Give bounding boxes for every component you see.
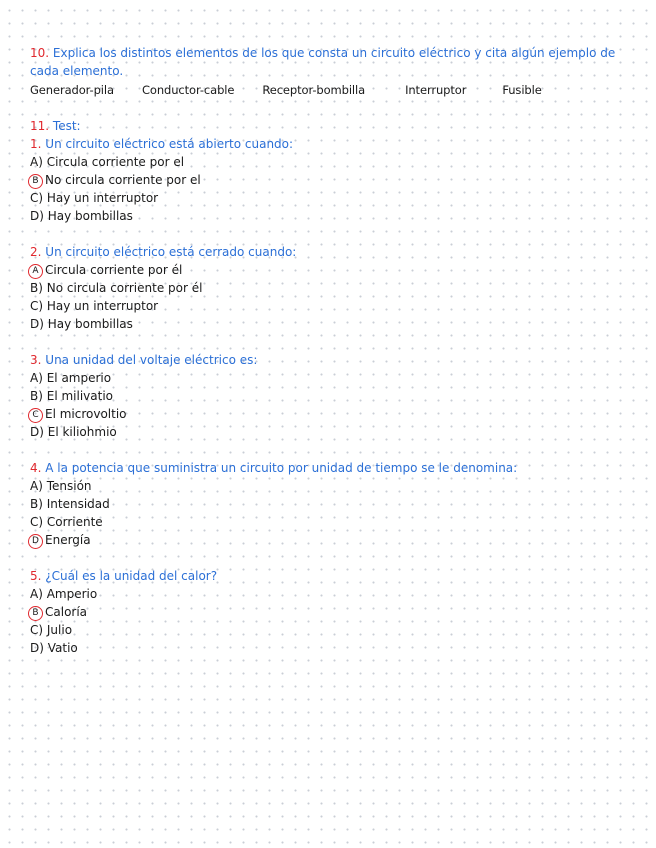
test-question-4 <box>30 459 630 549</box>
option-text: Hay bombillas <box>47 209 133 223</box>
question-11-heading <box>30 117 630 135</box>
option-letter: C) <box>30 623 44 637</box>
answer-option <box>30 153 630 171</box>
option-letter: B) <box>30 281 43 295</box>
option-text: Amperio <box>46 587 98 601</box>
element-item: Fusible <box>502 83 542 97</box>
question-text: Un circuito eléctrico está abierto cuando: <box>45 137 294 151</box>
question-prompt <box>30 459 630 477</box>
element-item: Generador-pila <box>30 83 114 97</box>
circled-answer-letter: C <box>28 408 43 423</box>
circled-answer-letter: A <box>28 264 43 279</box>
answer-option <box>30 369 630 387</box>
question-11-label: Test: <box>52 119 81 133</box>
option-letter: C) <box>30 299 44 313</box>
option-letter: D) <box>30 425 44 439</box>
answer-option <box>30 405 630 423</box>
option-text: No circula corriente por el <box>45 173 201 187</box>
question-number: 5. <box>30 569 42 583</box>
option-letter: C) <box>30 515 44 529</box>
option-text: Circula corriente por el <box>46 155 185 169</box>
option-text: El microvoltio <box>45 407 127 421</box>
worksheet-page <box>30 44 630 675</box>
option-letter: C) <box>30 191 44 205</box>
question-text: A la potencia que suministra un circuito por unidad de tiempo se le denomina: <box>45 461 518 475</box>
option-text: Intensidad <box>46 497 110 511</box>
answer-option <box>30 297 630 315</box>
option-text: No circula corriente por él <box>46 281 203 295</box>
option-text: Hay un interruptor <box>46 299 159 313</box>
test-question-3 <box>30 351 630 441</box>
option-letter: A) <box>30 371 43 385</box>
answer-option <box>30 207 630 225</box>
answer-option <box>30 603 630 621</box>
circled-answer-letter: B <box>28 174 43 189</box>
option-text: Hay un interruptor <box>46 191 159 205</box>
question-11-number: 11. <box>30 119 50 133</box>
answer-option <box>30 189 630 207</box>
option-text: El kiliohmio <box>47 425 117 439</box>
question-10 <box>30 44 630 80</box>
question-prompt <box>30 567 630 585</box>
option-text: Caloría <box>45 605 88 619</box>
option-text: El amperio <box>46 371 112 385</box>
option-text: Tensión <box>46 479 92 493</box>
option-text: Corriente <box>46 515 103 529</box>
option-letter: A) <box>30 587 43 601</box>
option-letter: B) <box>30 389 43 403</box>
question-text: Un circuito eléctrico está cerrado cuando: <box>45 245 297 259</box>
circuit-elements-list <box>30 81 630 99</box>
question-number: 4. <box>30 461 42 475</box>
answer-option <box>30 279 630 297</box>
circled-answer-letter: D <box>28 534 43 549</box>
answer-option <box>30 585 630 603</box>
element-item: Receptor-bombilla <box>262 83 366 97</box>
answer-option <box>30 495 630 513</box>
option-text: Julio <box>46 623 73 637</box>
option-text: Vatio <box>47 641 78 655</box>
option-letter: D) <box>30 641 44 655</box>
question-number: 2. <box>30 245 42 259</box>
question-prompt <box>30 135 630 153</box>
circled-answer-letter: B <box>28 606 43 621</box>
test-question-2 <box>30 243 630 333</box>
option-letter: A) <box>30 479 43 493</box>
option-letter: D) <box>30 317 44 331</box>
option-text: El milivatio <box>46 389 114 403</box>
test-question-1 <box>30 135 630 225</box>
question-text: Una unidad del voltaje eléctrico es: <box>45 353 258 367</box>
question-text: ¿Cuál es la unidad del calor? <box>45 569 218 583</box>
answer-option <box>30 387 630 405</box>
question-number: 1. <box>30 137 42 151</box>
option-text: Energía <box>45 533 91 547</box>
answer-option <box>30 315 630 333</box>
answer-option <box>30 639 630 657</box>
question-number: 3. <box>30 353 42 367</box>
question-10-number: 10. <box>30 46 50 60</box>
question-prompt <box>30 351 630 369</box>
answer-option <box>30 531 630 549</box>
element-item: Interruptor <box>405 83 467 97</box>
option-letter: D) <box>30 209 44 223</box>
answer-option <box>30 261 630 279</box>
answer-option <box>30 477 630 495</box>
option-text: Hay bombillas <box>47 317 133 331</box>
test-questions <box>30 135 630 657</box>
answer-option <box>30 171 630 189</box>
option-text: Circula corriente por él <box>45 263 183 277</box>
option-letter: B) <box>30 497 43 511</box>
option-letter: A) <box>30 155 43 169</box>
question-10-text: Explica los distintos elementos de los que consta un circuito eléctrico y cita algún ejemplo de cada elemento. <box>30 46 616 78</box>
answer-option <box>30 621 630 639</box>
answer-option <box>30 423 630 441</box>
element-item: Conductor-cable <box>141 83 235 97</box>
test-question-5 <box>30 567 630 657</box>
answer-option <box>30 513 630 531</box>
question-prompt <box>30 243 630 261</box>
